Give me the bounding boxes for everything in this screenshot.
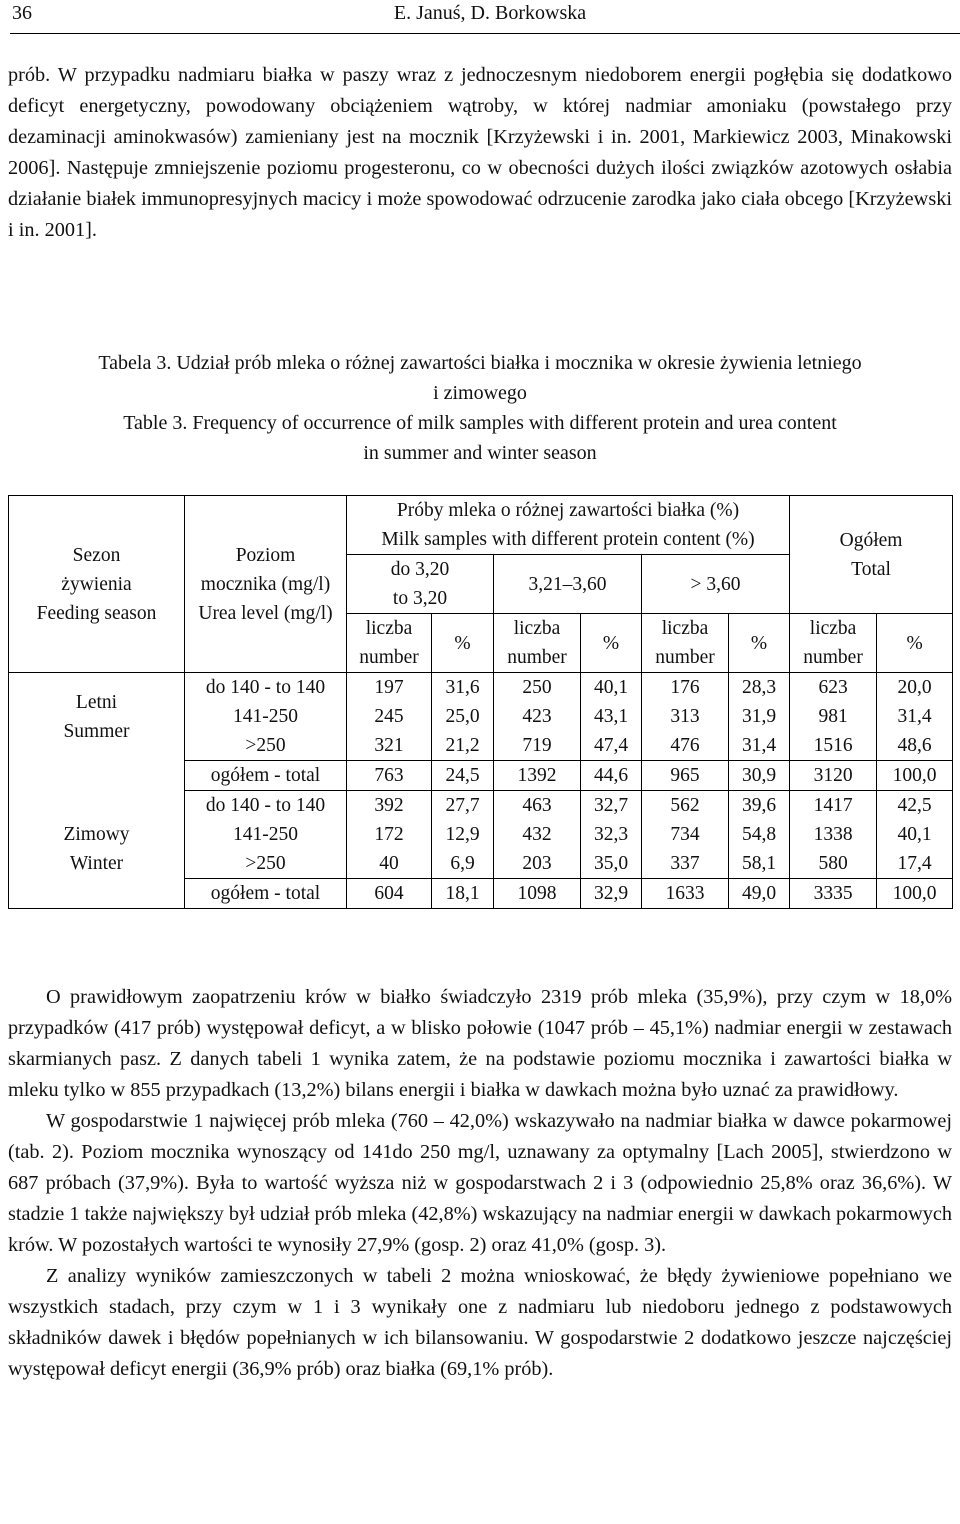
data-table: [8, 495, 953, 909]
table-cell: 476: [642, 731, 729, 761]
protein-group-1: do 3,20 to 3,20: [347, 555, 494, 614]
table-cell: 27,7: [432, 791, 494, 821]
table-cell: 313: [642, 702, 729, 731]
table-cell: >250: [185, 849, 347, 879]
table-cell: 48,6: [877, 731, 953, 761]
caption-pl-line-2: i zimowego: [433, 382, 527, 404]
table-cell: 141-250: [185, 702, 347, 731]
table-cell: 32,3: [581, 820, 642, 849]
table-cell: 31,6: [432, 673, 494, 703]
table-cell: 100,0: [877, 761, 953, 791]
page-header: [10, 0, 950, 30]
table-cell: 1417: [790, 791, 877, 821]
body-paragraph-1: O prawidłowym zaopatrzeniu krów w białko świadczyło 2319 prób mleka (35,9%), przy czym w 18,0% przypadków (417 prób) występował deficyt, a w blisko połowie (1047 prób – 45,1%) nadmiar energii w zestawach skarmianych pasz. Z danych tabeli 1 wynika zatem, że na podstawie poziomu mocznika i zawartości białka w mleku tylko w 855 przypadkach (13,2%) bilans energii i białka w dawkach można było uznać za prawidłowy.: [8, 986, 952, 1101]
summer-season-label: Letni Summer: [9, 673, 185, 761]
table-cell: 981: [790, 702, 877, 731]
table-cell: 203: [494, 849, 581, 879]
intro-paragraph: prób. W przypadku nadmiaru białka w paszy wraz z jednoczesnym niedoborem energii pogłębia się dodatkowo deficyt energetyczny, powodowany obciążeniem wątroby, w której nadmiar amoniaku (powstałego przy dezaminacji aminokwasów) zamieniany jest na mocznik [Krzyżewski i in. 2001, Markiewicz 2003, Minakowski 2006]. Następuje zmniejszenie poziomu progesteronu, co w obecności dużych ilości związków azotowych osłabia działanie białek immunopresyjnych macicy i może spowodować odrzucenie zarodka jako ciała obcego [Krzyżewski i in. 2001].: [8, 64, 952, 241]
table-cell: 763: [347, 761, 432, 791]
table-cell: 40,1: [581, 673, 642, 703]
table-cell: 100,0: [877, 879, 953, 909]
table-cell: 562: [642, 791, 729, 821]
table-cell: 47,4: [581, 731, 642, 761]
table-cell: 17,4: [877, 849, 953, 879]
table-cell: 6,9: [432, 849, 494, 879]
table-cell: 172: [347, 820, 432, 849]
header-rule: [10, 33, 960, 34]
body-paragraph-3: Z analizy wyników zamieszczonych w tabeli 2 można wnioskować, że błędy żywieniowe popełniano we wszystkich stadach, przy czym w 1 i 3 wynikały one z nadmiaru lub niedoboru jednego z podstawowych składników dawek i błędów popełnianych w ich bilansowaniu. W gospodarstwie 2 dodatkowo jeszcze najczęściej występował deficyt energii (36,9% prób) oraz białka (69,1% prób).: [8, 1265, 952, 1380]
protein-group-2: 3,21–3,60: [494, 555, 642, 614]
table-cell: 197: [347, 673, 432, 703]
table-cell: 245: [347, 702, 432, 731]
caption-pl-line-1: Tabela 3. Udział prób mleka o różnej zawartości białka i mocznika w okresie żywienia letniego: [98, 352, 862, 374]
count-label: liczba number: [642, 614, 729, 673]
caption-en-line-1: Table 3. Frequency of occurrence of milk samples with different protein and urea content: [123, 412, 837, 434]
percent-label: %: [581, 614, 642, 673]
table-cell: 623: [790, 673, 877, 703]
table-cell-blank: [9, 761, 185, 791]
count-label: liczba number: [790, 614, 877, 673]
table-cell: 35,0: [581, 849, 642, 879]
urea-level-header: Poziom mocznika (mg/l) Urea level (mg/l): [185, 496, 347, 673]
body-paragraph-2: W gospodarstwie 1 najwięcej prób mleka (760 – 42,0%) wskazywało na nadmiar białka w dawce pokarmowej (tab. 2). Poziom mocznika wynoszący od 141do 250 mg/l, uznawany za optymalny [Lach 2005], stwierdzono w 687 próbach (37,9%). Była to wartość wyższa niż w gospodarstwach 2 i 3 (odpowiednio 25,8% oraz 36,6%). W stadzie 1 także największy był udział prób mleka (42,8%) wskazujący na nadmiar energii w dawkach pokarmowych krów. W pozostałych wartości te wynosiły 27,9% (gosp. 2) oraz 41,0% (gosp. 3).: [8, 1110, 952, 1256]
table-cell: 423: [494, 702, 581, 731]
table-cell: 321: [347, 731, 432, 761]
table-cell: 39,6: [729, 791, 790, 821]
table-cell: 21,2: [432, 731, 494, 761]
caption-en-line-2: in summer and winter season: [363, 442, 597, 464]
table-cell: ogółem - total: [185, 761, 347, 791]
protein-header: Próby mleka o różnej zawartości białka (%) Milk samples with different protein content (%): [347, 496, 790, 555]
table-cell: 31,4: [729, 731, 790, 761]
page-number: 36: [12, 2, 32, 24]
table-row: [9, 791, 953, 821]
table-cell: 580: [790, 849, 877, 879]
table-cell: 1392: [494, 761, 581, 791]
table-cell: 40,1: [877, 820, 953, 849]
table-cell: 54,8: [729, 820, 790, 849]
table-caption-pl: [0, 348, 960, 408]
table-cell: 1098: [494, 879, 581, 909]
running-head: E. Januś, D. Borkowska: [393, 2, 587, 24]
table-cell: ogółem - total: [185, 879, 347, 909]
table-cell: 44,6: [581, 761, 642, 791]
percent-label: %: [432, 614, 494, 673]
season-header: Sezon żywienia Feeding season: [9, 496, 185, 673]
percent-label: %: [877, 614, 953, 673]
table-cell: 734: [642, 820, 729, 849]
table-cell: >250: [185, 731, 347, 761]
header-row-1: [9, 496, 953, 555]
table-cell: 30,9: [729, 761, 790, 791]
summer-total-row: [9, 761, 953, 791]
table-cell: 43,1: [581, 702, 642, 731]
table-cell: 32,9: [581, 879, 642, 909]
table-cell: 58,1: [729, 849, 790, 879]
table-cell: 24,5: [432, 761, 494, 791]
table-cell: 392: [347, 791, 432, 821]
table-cell: 28,3: [729, 673, 790, 703]
table-cell: 432: [494, 820, 581, 849]
table-cell: 604: [347, 879, 432, 909]
table-cell: 463: [494, 791, 581, 821]
table-cell: 965: [642, 761, 729, 791]
winter-season-label: Zimowy Winter: [9, 791, 185, 909]
table-cell: 20,0: [877, 673, 953, 703]
table-cell: 719: [494, 731, 581, 761]
table-cell: 250: [494, 673, 581, 703]
total-header: Ogółem Total: [790, 496, 953, 614]
table-cell: do 140 - to 140: [185, 673, 347, 703]
table-cell: 49,0: [729, 879, 790, 909]
table-row: [9, 673, 953, 703]
table-cell: 32,7: [581, 791, 642, 821]
table-cell: 3335: [790, 879, 877, 909]
table-cell: 31,4: [877, 702, 953, 731]
table-cell: 337: [642, 849, 729, 879]
table-cell: 1516: [790, 731, 877, 761]
table-caption-en: [0, 408, 960, 468]
table-cell: do 140 - to 140: [185, 791, 347, 821]
table-cell: 18,1: [432, 879, 494, 909]
table-cell: 176: [642, 673, 729, 703]
count-label: liczba number: [494, 614, 581, 673]
table-cell: 1633: [642, 879, 729, 909]
table-cell: 3120: [790, 761, 877, 791]
table-cell: 12,9: [432, 820, 494, 849]
table-cell: 25,0: [432, 702, 494, 731]
table-cell: 1338: [790, 820, 877, 849]
protein-group-3: > 3,60: [642, 555, 790, 614]
table-cell: 31,9: [729, 702, 790, 731]
body-text: [8, 982, 952, 1385]
count-label: liczba number: [347, 614, 432, 673]
table-cell: 141-250: [185, 820, 347, 849]
table-cell: 40: [347, 849, 432, 879]
table-cell: 42,5: [877, 791, 953, 821]
percent-label: %: [729, 614, 790, 673]
